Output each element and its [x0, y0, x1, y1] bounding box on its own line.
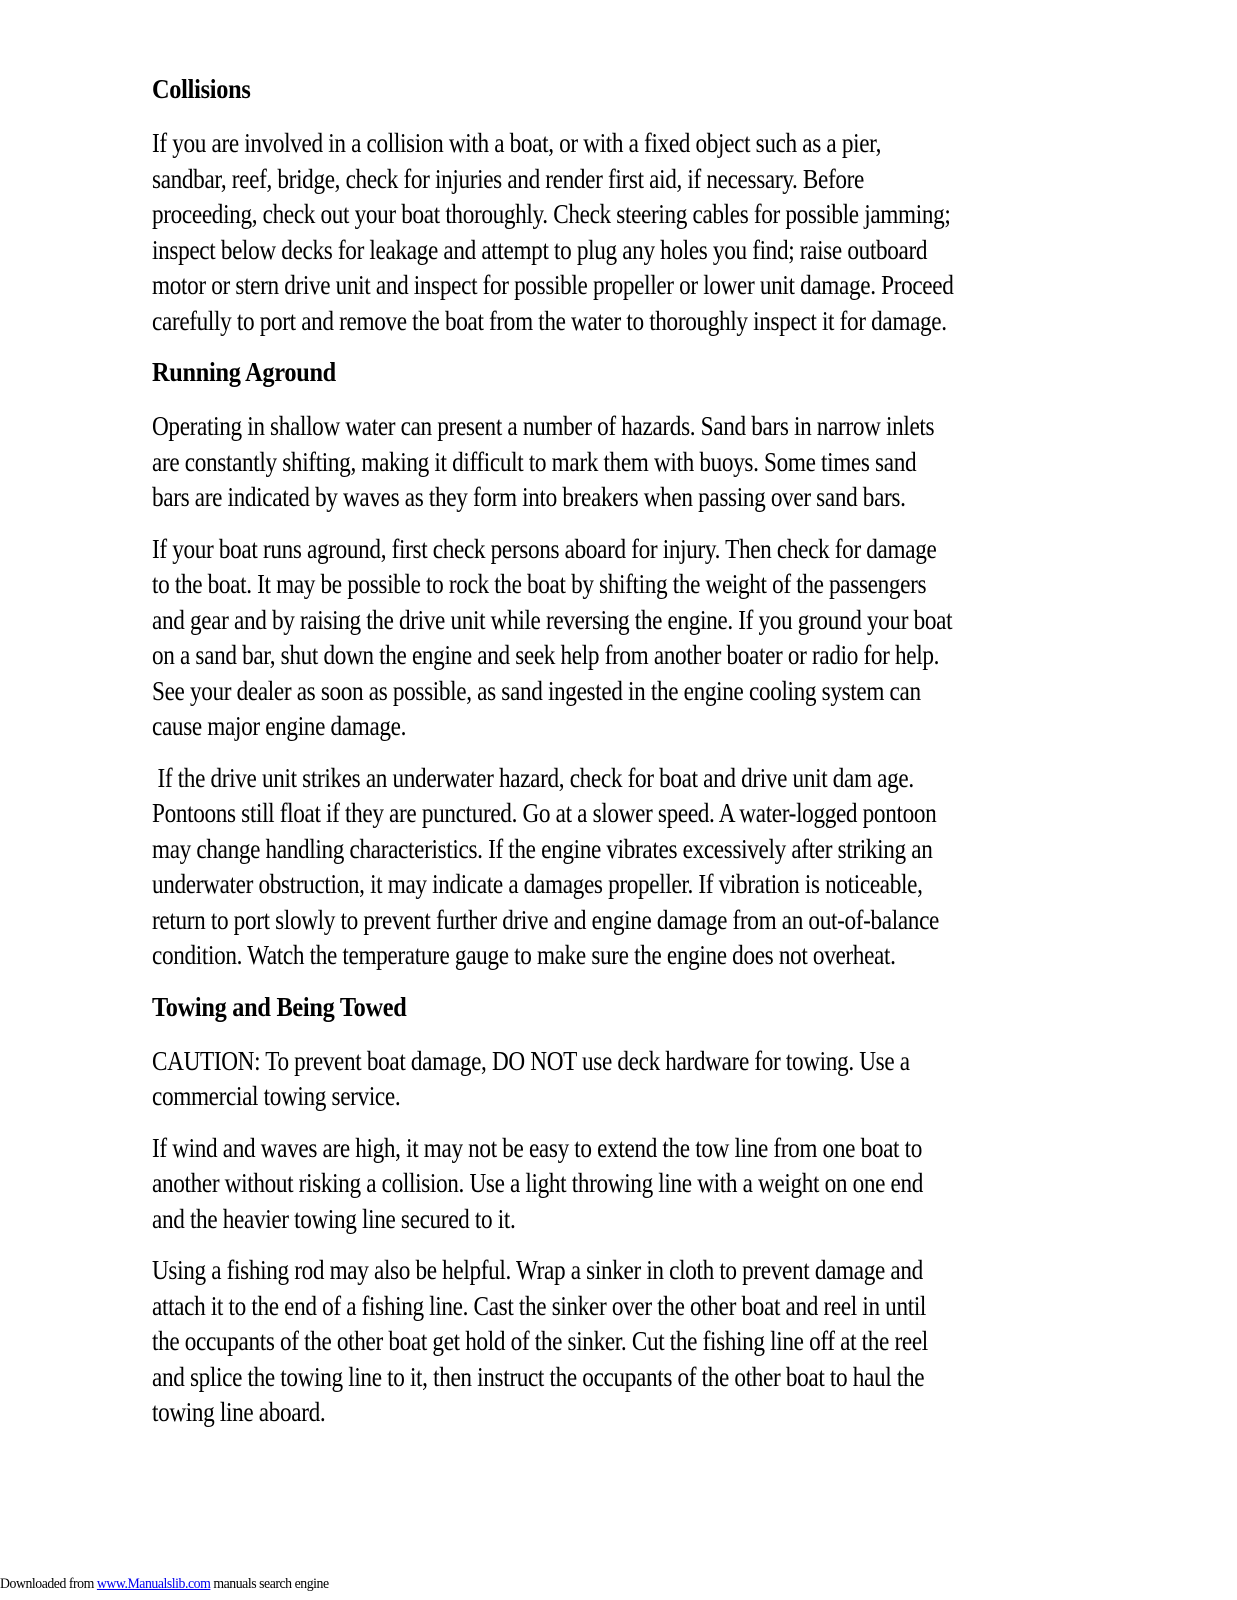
- text-line: Pontoons still float if they are punctured. Go at a slower speed. A water-logged pontoon: [152, 798, 937, 828]
- text-line: If you are involved in a collision with a boat, or with a fixed object such as a pier,: [152, 128, 882, 158]
- manualslib-link[interactable]: www.Manualslib.com: [96, 1576, 211, 1592]
- text-line: underwater obstruction, it may indicate a damages propeller. If vibration is noticeable,: [152, 869, 923, 899]
- paragraph: [152, 1253, 1072, 1431]
- footer-suffix: manuals search engine: [210, 1576, 329, 1592]
- download-footer: [0, 1576, 329, 1593]
- text-line: CAUTION: To prevent boat damage, DO NOT use deck hardware for towing. Use a: [152, 1045, 910, 1076]
- text-line: carefully to port and remove the boat from the water to thoroughly inspect it for damage.: [152, 305, 947, 336]
- text-line: Operating in shallow water can present a number of hazards. Sand bars in narrow inlets: [152, 411, 935, 441]
- text-line: If your boat runs aground, first check persons aboard for injury. Then check for damage: [152, 533, 937, 564]
- text-line: on a sand bar, shut down the engine and seek help from another boater or radio for help.: [152, 640, 940, 670]
- text-line: attach it to the end of a fishing line. Cast the sinker over the other boat and reel in until: [152, 1290, 927, 1321]
- text-line: If the drive unit strikes an underwater hazard, check for boat and drive unit dam age.: [152, 762, 914, 793]
- section-heading-collisions: Collisions: [152, 74, 251, 104]
- paragraph: [152, 761, 1072, 974]
- text-line: commercial towing service.: [152, 1081, 401, 1111]
- text-line: If wind and waves are high, it may not be easy to extend the tow line from one boat to: [152, 1132, 923, 1163]
- text-line: proceeding, check out your boat thoroughly. Check steering cables for possible jamming;: [152, 199, 951, 229]
- text-line: another without risking a collision. Use a light throwing line with a weight on one end: [152, 1168, 924, 1198]
- text-line: towing line aboard.: [152, 1397, 326, 1427]
- document-page: [152, 72, 1072, 1447]
- paragraph: [152, 532, 1072, 745]
- text-line: and gear and by raising the drive unit while reversing the engine. If you ground your boat: [152, 604, 953, 635]
- text-line: to the boat. It may be possible to rock the boat by shifting the weight of the passengers: [152, 569, 927, 599]
- text-line: inspect below decks for leakage and attempt to plug any holes you find; raise outboard: [152, 234, 928, 265]
- section-heading-towing: Towing and Being Towed: [152, 991, 407, 1022]
- paragraph: [152, 126, 1072, 339]
- paragraph: [152, 1131, 1072, 1238]
- text-line: sandbar, reef, bridge, check for injuries and render first aid, if necessary. Before: [152, 163, 865, 194]
- footer-prefix: Downloaded from: [0, 1576, 97, 1592]
- text-line: and splice the towing line to it, then instruct the occupants of the other boat to haul the: [152, 1361, 925, 1392]
- paragraph: [152, 1044, 1072, 1115]
- text-line: condition. Watch the temperature gauge to make sure the engine does not overheat.: [152, 940, 896, 970]
- text-line: the occupants of the other boat get hold of the sinker. Cut the fishing line off at the reel: [152, 1326, 928, 1356]
- section-heading-running-aground: Running Aground: [152, 357, 336, 387]
- text-line: Using a fishing rod may also be helpful. Wrap a sinker in cloth to prevent damage and: [152, 1255, 923, 1285]
- text-line: cause major engine damage.: [152, 711, 407, 741]
- text-line: bars are indicated by waves as they form into breakers when passing over sand bars.: [152, 482, 906, 512]
- paragraph: [152, 409, 1072, 516]
- text-line: See your dealer as soon as possible, as sand ingested in the engine cooling system can: [152, 675, 921, 706]
- text-line: motor or stern drive unit and inspect for possible propeller or lower unit damage. Proceed: [152, 270, 954, 300]
- text-line: are constantly shifting, making it difficult to mark them with buoys. Some times sand: [152, 446, 917, 477]
- text-line: return to port slowly to prevent further drive and engine damage from an out-of-balance: [152, 904, 939, 935]
- text-line: may change handling characteristics. If the engine vibrates excessively after striking an: [152, 833, 933, 864]
- text-line: and the heavier towing line secured to it.: [152, 1203, 516, 1234]
